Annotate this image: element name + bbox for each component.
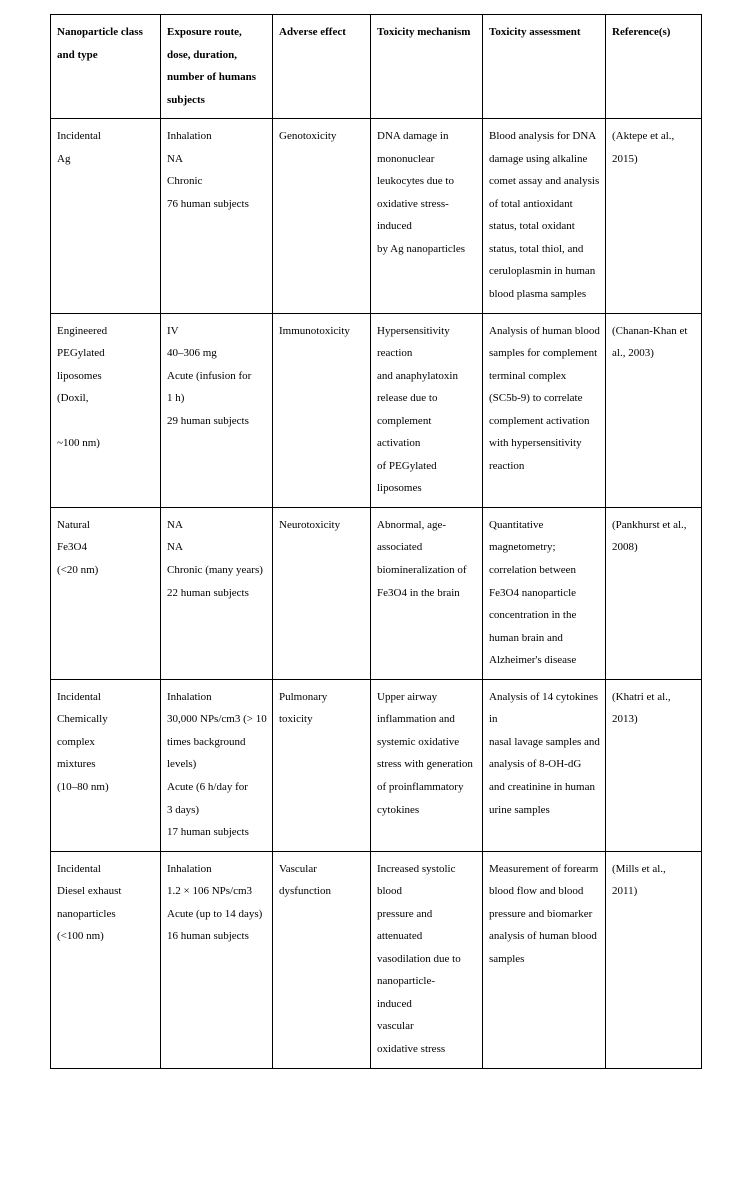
cell-line: Inhalation: [167, 862, 212, 875]
table-header-row: [51, 15, 702, 119]
cell-exposure: [161, 313, 273, 507]
cell-line: induced: [377, 220, 412, 233]
cell-line: Ag: [57, 152, 71, 165]
column-header-references: Reference(s): [606, 15, 702, 119]
cell-line: 2015): [612, 152, 638, 165]
cell-line: damage using alkaline: [489, 152, 588, 165]
cell-line: concentration in the: [489, 609, 577, 622]
nanoparticle-toxicity-table: [50, 14, 702, 1069]
cell-line: Analysis of 14 cytokines in: [489, 690, 599, 726]
cell-line: Abnormal, age-: [377, 518, 447, 531]
cell-line: Genotoxicity: [279, 130, 337, 143]
cell-line: (<100 nm): [57, 930, 104, 943]
cell-line: 22 human subjects: [167, 586, 249, 599]
cell-line: urine samples: [489, 803, 550, 816]
cell-adverse-effect: [273, 119, 371, 313]
table-row: [51, 507, 702, 679]
column-header-adverse-effect: Adverse effect: [273, 15, 371, 119]
cell-line: (<20 nm): [57, 564, 99, 577]
cell-exposure: [161, 851, 273, 1068]
cell-line: ~100 nm): [57, 437, 100, 450]
cell-line: toxicity: [279, 713, 313, 726]
cell-line: Acute (up to 14 days): [167, 907, 263, 920]
cell-line: nanoparticles: [57, 907, 116, 920]
cell-line: vascular: [377, 1020, 414, 1033]
cell-line: complement: [377, 414, 432, 427]
cell-reference: [606, 679, 702, 851]
cell-line: and anaphylatoxin: [377, 369, 458, 382]
cell-line: 2008): [612, 541, 638, 554]
cell-line: (Mills et al.,: [612, 862, 666, 875]
cell-line: Upper airway: [377, 690, 438, 703]
cell-line: cytokines: [377, 803, 420, 816]
cell-line: complement activation: [489, 414, 590, 427]
cell-line: oxidative stress: [377, 1042, 446, 1055]
cell-line: of proinflammatory: [377, 780, 464, 793]
cell-line: 16 human subjects: [167, 930, 249, 943]
cell-reference: [606, 507, 702, 679]
cell-line: vasodilation due to: [377, 952, 461, 965]
cell-line: Natural: [57, 518, 90, 531]
cell-line: dysfunction: [279, 885, 331, 898]
cell-line: 1 h): [167, 392, 185, 405]
cell-line: Fe3O4: [57, 541, 87, 554]
cell-line: liposomes: [377, 482, 422, 495]
cell-line: Acute (infusion for: [167, 369, 252, 382]
cell-line: (Aktepe et al.,: [612, 130, 675, 143]
cell-line: samples for complement: [489, 347, 598, 360]
cell-line: Immunotoxicity: [279, 324, 350, 337]
column-header-nanoparticle-class: Nanoparticle class and type: [51, 15, 161, 119]
cell-line: of total antioxidant: [489, 197, 573, 210]
cell-line: status, total thiol, and: [489, 242, 584, 255]
cell-line: 1.2 × 106 NPs/cm3: [167, 885, 253, 898]
column-header-toxicity-mechanism: Toxicity mechanism: [371, 15, 483, 119]
cell-line: Hypersensitivity: [377, 324, 450, 337]
table-row: [51, 119, 702, 313]
cell-line: 17 human subjects: [167, 826, 249, 839]
cell-line: analysis of human blood: [489, 930, 597, 943]
cell-line: human brain and: [489, 631, 563, 644]
cell-line: oxidative stress-: [377, 197, 449, 210]
cell-adverse-effect: [273, 851, 371, 1068]
cell-line: Chemically: [57, 713, 108, 726]
cell-line: Inhalation: [167, 130, 212, 143]
cell-line: times background levels): [167, 735, 246, 771]
cell-line: ceruloplasmin in human: [489, 265, 596, 278]
cell-line: 3 days): [167, 803, 200, 816]
cell-line: 29 human subjects: [167, 414, 249, 427]
cell-line: Incidental: [57, 690, 101, 703]
cell-line: stress with generation: [377, 758, 473, 771]
cell-line: Blood analysis for DNA: [489, 130, 597, 143]
cell-line: IV: [167, 324, 179, 337]
table-row: [51, 313, 702, 507]
column-header-toxicity-assessment: Toxicity assessment: [483, 15, 606, 119]
cell-line: mononuclear: [377, 152, 435, 165]
cell-nanoparticle-class: [51, 313, 161, 507]
cell-toxicity-assessment: [483, 507, 606, 679]
cell-line: Fe3O4 nanoparticle: [489, 586, 577, 599]
cell-reference: [606, 313, 702, 507]
cell-line: complex: [57, 735, 95, 748]
cell-line: NA: [167, 541, 183, 554]
cell-line: Acute (6 h/day for: [167, 780, 248, 793]
cell-line: blood flow and blood: [489, 885, 584, 898]
cell-toxicity-assessment: [483, 119, 606, 313]
cell-line: Chronic: [167, 175, 203, 188]
cell-line: Increased systolic blood: [377, 862, 456, 898]
cell-reference: [606, 119, 702, 313]
cell-line: 2013): [612, 713, 638, 726]
cell-nanoparticle-class: [51, 851, 161, 1068]
table-row: [51, 851, 702, 1068]
cell-line: Pulmonary: [279, 690, 328, 703]
cell-line: Neurotoxicity: [279, 518, 341, 531]
cell-line: and creatinine in human: [489, 780, 595, 793]
cell-line: with hypersensitivity: [489, 437, 582, 450]
cell-line: NA: [167, 152, 183, 165]
cell-line: samples: [489, 952, 525, 965]
cell-line: Fe3O4 in the brain: [377, 586, 460, 599]
cell-line: Incidental: [57, 130, 101, 143]
cell-line: blood plasma samples: [489, 288, 587, 301]
cell-toxicity-assessment: [483, 313, 606, 507]
cell-nanoparticle-class: [51, 679, 161, 851]
cell-line: Inhalation: [167, 690, 212, 703]
cell-line: mixtures: [57, 758, 96, 771]
cell-line: 2011): [612, 885, 638, 898]
cell-line: Incidental: [57, 862, 101, 875]
cell-line: (SC5b-9) to correlate: [489, 392, 583, 405]
cell-line: pressure and biomarker: [489, 907, 593, 920]
table-body: [51, 119, 702, 1068]
cell-line: 76 human subjects: [167, 197, 249, 210]
cell-nanoparticle-class: [51, 119, 161, 313]
cell-adverse-effect: [273, 507, 371, 679]
cell-line: activation: [377, 437, 421, 450]
cell-line: Vascular: [279, 862, 317, 875]
cell-line: terminal complex: [489, 369, 567, 382]
cell-adverse-effect: [273, 313, 371, 507]
cell-line: Measurement of forearm: [489, 862, 599, 875]
cell-toxicity-assessment: [483, 679, 606, 851]
cell-line: Engineered: [57, 324, 108, 337]
cell-toxicity-mechanism: [371, 119, 483, 313]
cell-line: inflammation and: [377, 713, 455, 726]
cell-line: leukocytes due to: [377, 175, 454, 188]
cell-adverse-effect: [273, 679, 371, 851]
cell-toxicity-assessment: [483, 851, 606, 1068]
cell-line: Diesel exhaust: [57, 885, 122, 898]
cell-line: reaction: [377, 347, 413, 360]
cell-line: analysis of 8-OH-dG: [489, 758, 582, 771]
cell-line: 40–306 mg: [167, 347, 217, 360]
cell-line: systemic oxidative: [377, 735, 460, 748]
cell-line: al., 2003): [612, 347, 654, 360]
cell-line: reaction: [489, 459, 525, 472]
cell-exposure: [161, 507, 273, 679]
cell-line: (Khatri et al.,: [612, 690, 671, 703]
cell-exposure: [161, 679, 273, 851]
cell-line: PEGylated: [57, 347, 105, 360]
cell-line: magnetometry;: [489, 541, 556, 554]
cell-line: comet assay and analysis: [489, 175, 600, 188]
cell-line: of PEGylated: [377, 459, 437, 472]
cell-toxicity-mechanism: [371, 679, 483, 851]
cell-line: liposomes: [57, 369, 102, 382]
cell-line: NA: [167, 518, 183, 531]
cell-line: by Ag nanoparticles: [377, 242, 465, 255]
cell-toxicity-mechanism: [371, 507, 483, 679]
table-row: [51, 679, 702, 851]
cell-line: Alzheimer's disease: [489, 654, 577, 667]
cell-line: associated: [377, 541, 423, 554]
cell-line: status, total oxidant: [489, 220, 575, 233]
cell-toxicity-mechanism: [371, 851, 483, 1068]
cell-line: release due to: [377, 392, 438, 405]
cell-toxicity-mechanism: [371, 313, 483, 507]
cell-line: pressure and attenuated: [377, 907, 433, 943]
column-header-exposure: Exposure route, dose, duration, number of humans subjects: [161, 15, 273, 119]
cell-line: (Chanan-Khan et: [612, 324, 688, 337]
cell-line: (10–80 nm): [57, 780, 109, 793]
cell-line: DNA damage in: [377, 130, 449, 143]
cell-line: correlation between: [489, 564, 577, 577]
cell-line: induced: [377, 997, 412, 1010]
cell-nanoparticle-class: [51, 507, 161, 679]
cell-line: nasal lavage samples and: [489, 735, 600, 748]
cell-line: [57, 410, 155, 433]
cell-line: 30,000 NPs/cm3 (> 10: [167, 713, 267, 726]
cell-line: (Pankhurst et al.,: [612, 518, 687, 531]
cell-line: (Doxil,: [57, 392, 89, 405]
cell-line: biomineralization of: [377, 564, 467, 577]
cell-exposure: [161, 119, 273, 313]
cell-line: nanoparticle-: [377, 975, 436, 988]
cell-reference: [606, 851, 702, 1068]
cell-line: Quantitative: [489, 518, 544, 531]
cell-line: Analysis of human blood: [489, 324, 600, 337]
cell-line: Chronic (many years): [167, 564, 263, 577]
